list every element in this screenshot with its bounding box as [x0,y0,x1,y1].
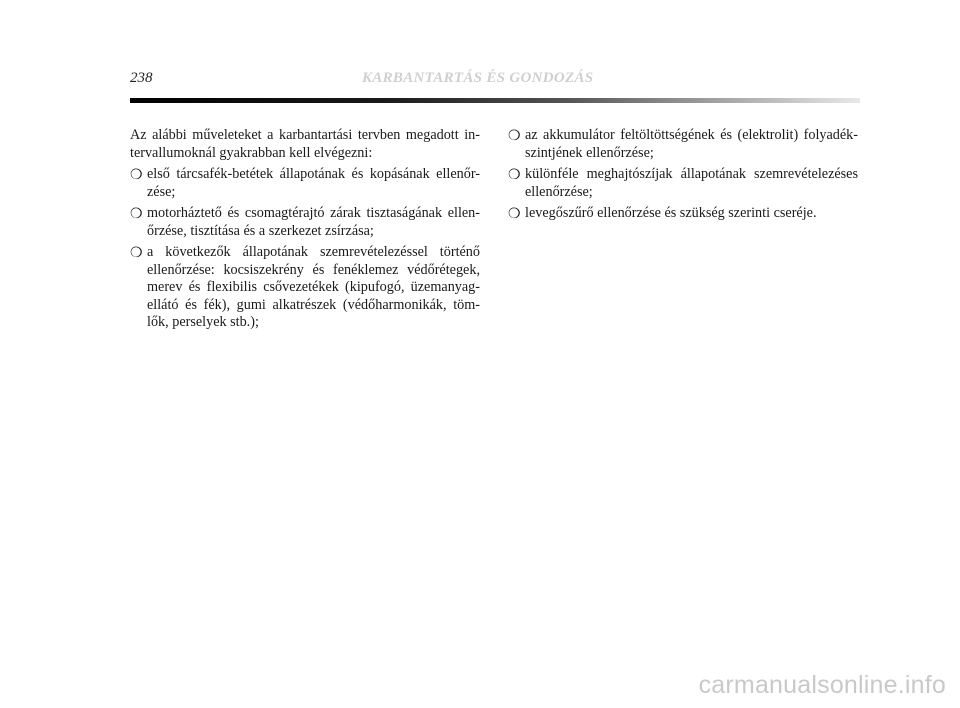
circle-bullet-icon: ❍ [508,129,521,144]
left-column [130,127,480,336]
circle-bullet-icon: ❍ [130,207,143,222]
watermark-text: carmanualsonline.info [698,671,946,699]
list-item-text: különféle meghajtószíjak állapotának szemrevételezéses ellenőrzése; [525,166,858,200]
page-number: 238 [130,70,153,86]
list-item-text: motorháztető és csomagtérajtó zárak tisztaságának ellen-őrzése, tisztítása és a szerkezet zsírzása; [147,205,480,239]
header-rule [130,98,860,103]
list-item [130,205,480,240]
maintenance-list-right [508,127,858,223]
list-item-text: levegőszűrő ellenőrzése és szükség szerinti cseréje. [525,205,817,221]
list-item-text: a következők állapotának szemrevételezéssel történő ellenőrzése: kocsiszekrény és fenéklemez védőrétegek, merev és flexibilis csővezetékek (kipufogó, üzemanyag-ellátó és fék), gumi alkatrészek (védőharmonikák, töm-lők, perselyek stb.); [147,244,480,330]
intro-paragraph: Az alábbi műveleteket a karbantartási tervben megadott in-tervallumoknál gyakrabban kell elvégezni: [130,127,480,161]
list-item [508,166,858,201]
list-item-text: első tárcsafék-betétek állapotának és kopásának ellenőr-zése; [147,166,480,200]
section-title: KARBANTARTÁS ÉS GONDOZÁS [362,70,594,86]
page-header [130,70,860,94]
list-item [130,244,480,332]
circle-bullet-icon: ❍ [508,207,521,222]
circle-bullet-icon: ❍ [508,168,521,183]
list-item-text: az akkumulátor feltöltöttségének és (elektrolit) folyadék-szintjének ellenőrzése; [525,127,858,161]
list-item [508,127,858,162]
right-column [508,127,858,227]
list-item [130,166,480,201]
maintenance-list-left [130,166,480,332]
circle-bullet-icon: ❍ [130,246,143,261]
circle-bullet-icon: ❍ [130,168,143,183]
list-item [508,205,858,223]
